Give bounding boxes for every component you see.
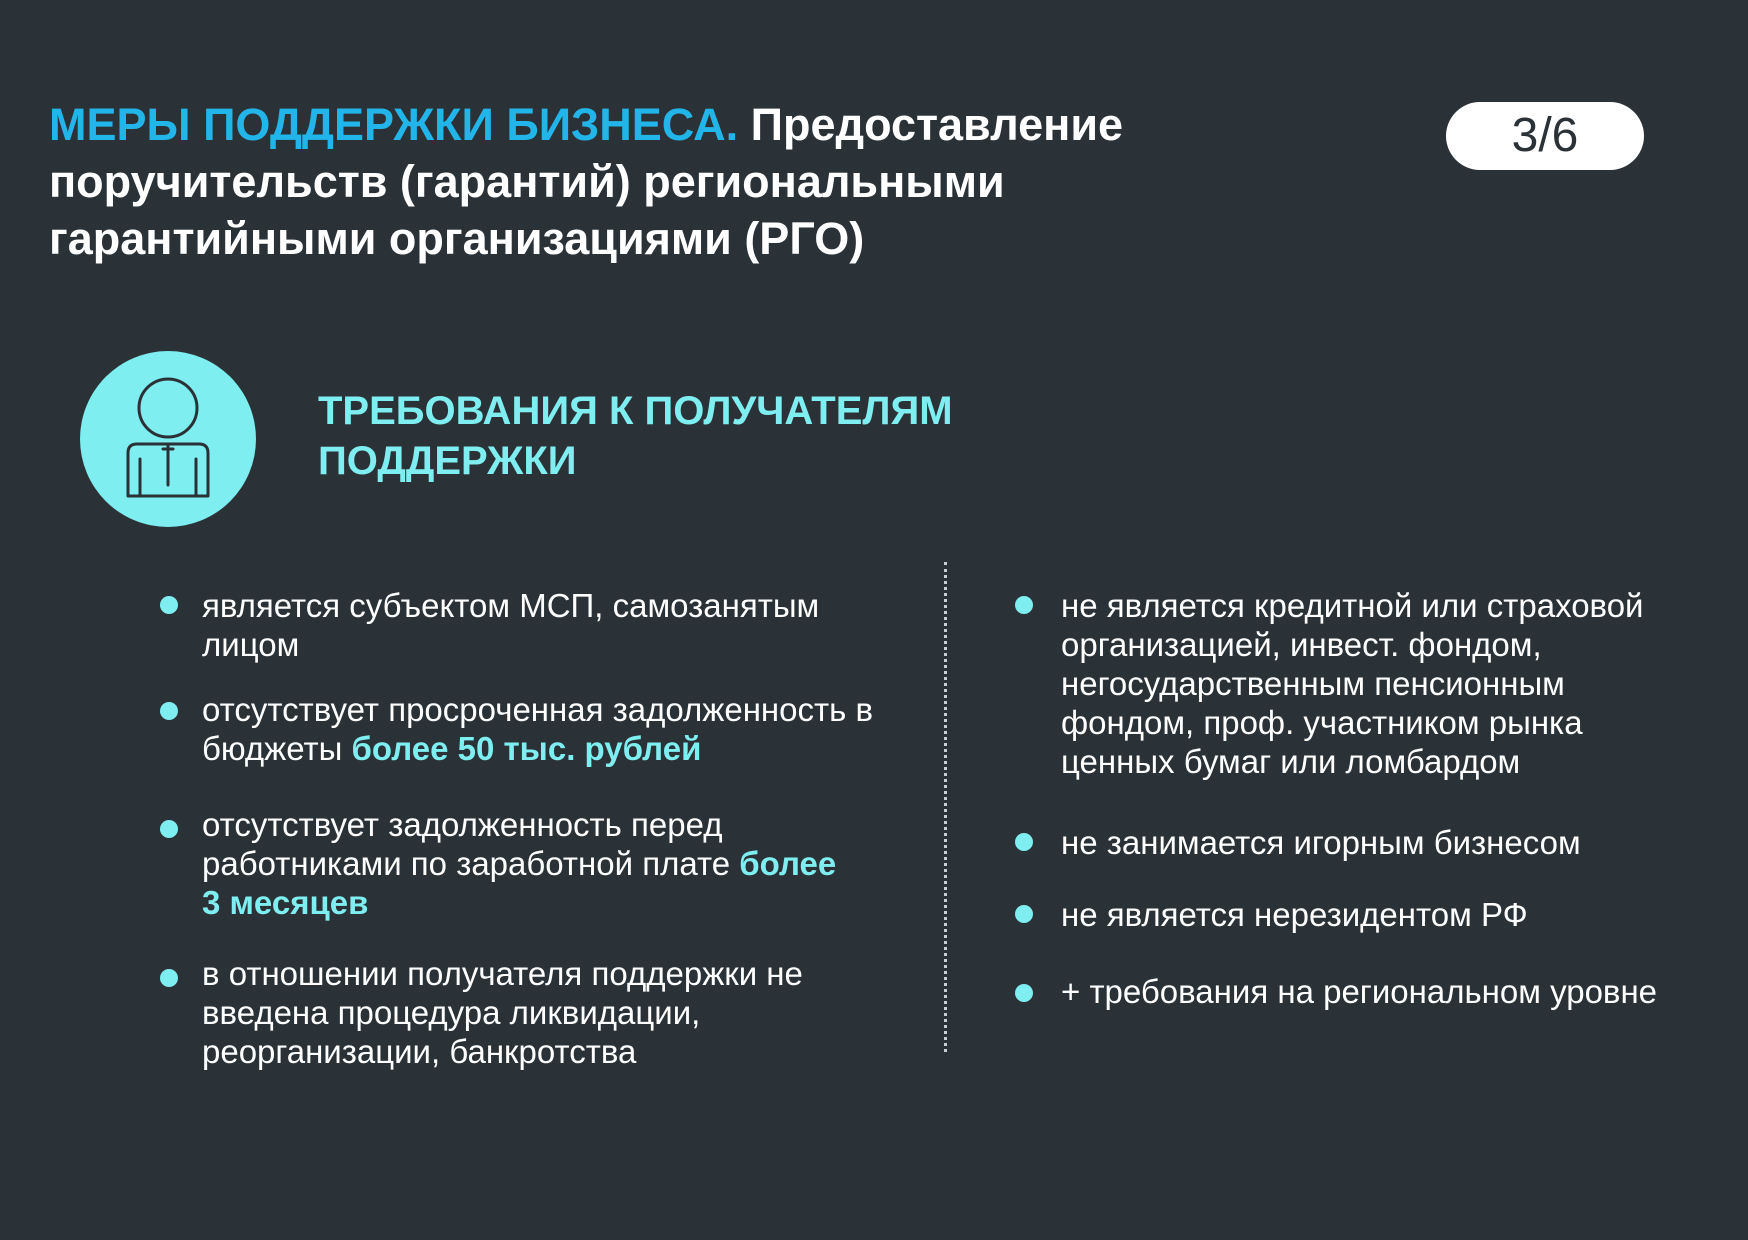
bullet-dot bbox=[1015, 984, 1033, 1002]
requirement-item bbox=[202, 954, 842, 1071]
requirement-text: не является нерезидентом РФ bbox=[1061, 896, 1528, 933]
section-heading-line2: ПОДДЕРЖКИ bbox=[318, 439, 577, 483]
requirement-highlight: более 3 месяцев bbox=[202, 845, 837, 921]
bullet-dot bbox=[160, 820, 178, 838]
bullet-dot bbox=[1015, 833, 1033, 851]
bullet-dot bbox=[1015, 596, 1033, 614]
requirement-text: отсутствует задолженность перед работниками по заработной плате bbox=[202, 806, 740, 882]
title-accent: МЕРЫ ПОДДЕРЖКИ БИЗНЕСА. bbox=[49, 99, 739, 150]
section-heading-line1: ТРЕБОВАНИЯ К ПОЛУЧАТЕЛЯМ bbox=[318, 389, 953, 433]
bullet-dot bbox=[160, 596, 178, 614]
requirement-item bbox=[1061, 972, 1741, 1011]
requirement-text: является субъектом МСП, самозанятым лицом bbox=[202, 587, 820, 663]
requirement-item bbox=[1061, 895, 1721, 934]
requirement-highlight: более 50 тыс. рублей bbox=[351, 730, 702, 767]
requirement-item bbox=[202, 586, 922, 664]
bullet-dot bbox=[160, 969, 178, 987]
bullet-dot bbox=[1015, 905, 1033, 923]
title-rest: Предоставление поручительств (гарантий) региональными гарантийными организациями (РГО) bbox=[49, 99, 1124, 264]
page-title bbox=[49, 96, 1229, 267]
page-indicator: 3/6 bbox=[1446, 102, 1644, 170]
requirement-item bbox=[202, 805, 842, 922]
requirement-text: не является кредитной или страховой организацией, инвест. фондом, негосударственным пенсионным фондом, проф. участником рынка ценных бумаг или ломбардом bbox=[1061, 587, 1644, 780]
section-heading bbox=[318, 386, 1018, 486]
requirement-text: не занимается игорным бизнесом bbox=[1061, 824, 1581, 861]
requirement-item bbox=[202, 690, 922, 768]
requirement-item bbox=[1061, 586, 1701, 781]
requirement-text: в отношении получателя поддержки не введена процедура ликвидации, реорганизации, банкротства bbox=[202, 955, 803, 1070]
person-icon bbox=[80, 351, 256, 527]
column-divider bbox=[944, 562, 947, 1052]
requirement-item bbox=[1061, 823, 1721, 862]
requirement-text: + требования на региональном уровне bbox=[1061, 973, 1658, 1010]
requirement-text: отсутствует просроченная задолженность в бюджеты bbox=[202, 691, 874, 767]
bullet-dot bbox=[160, 702, 178, 720]
avatar bbox=[80, 351, 256, 527]
